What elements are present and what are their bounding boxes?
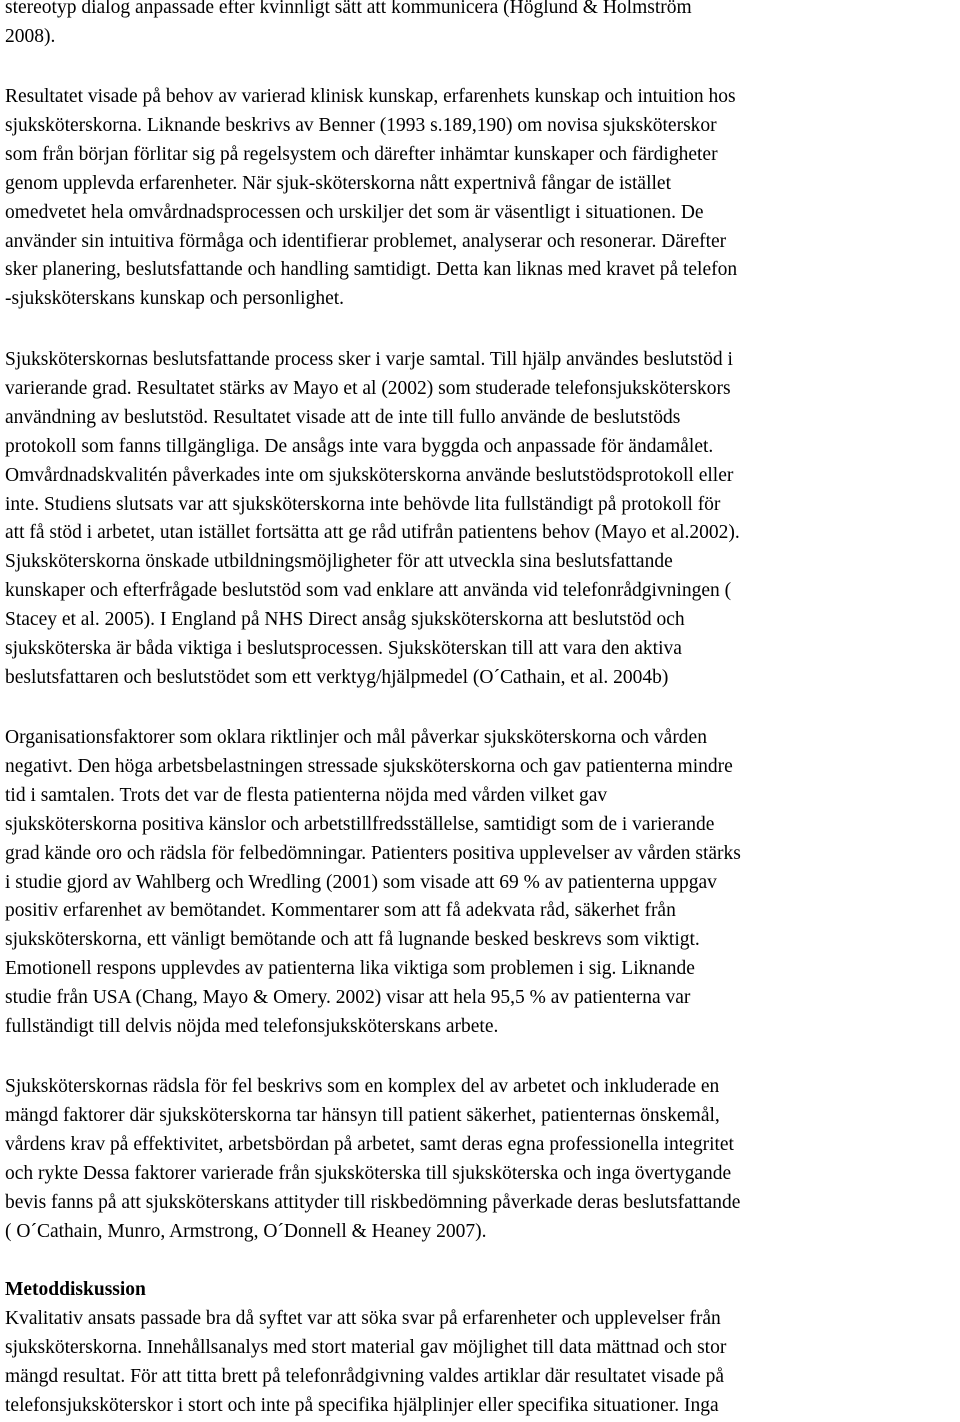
- text-line: studie från USA (Chang, Mayo & Omery. 2002) visar att hela 95,5 % av patienterna var: [5, 987, 691, 1009]
- text-line: mängd resultat. För att titta brett på telefonrådgivning valdes artiklar där resultatet visade på: [5, 1365, 725, 1387]
- text-line: beslutsfattaren och beslutstödet som ett verktyg/hjälpmedel (O´Cathain, et al. 2004b): [5, 666, 669, 688]
- text-line: telefonsjuksköterskor i stort och inte på specifika hjälplinjer eller specifika situationer. Inga: [5, 1394, 719, 1416]
- text-line: att få stöd i arbetet, utan istället fortsätta att ge råd utifrån patientens behov (Mayo et al.2002).: [5, 522, 740, 544]
- text-line: Sjuksköterskornas rädsla för fel beskrivs som en komplex del av arbetet och inkluderade en: [5, 1076, 720, 1097]
- text-line: sjuksköterska är båda viktiga i beslutsprocessen. Sjuksköterskan till att vara den aktiva: [5, 638, 682, 660]
- text-line: använder sin intuitiva förmåga och identifierar problemet, analyserar och resonerar. Därefter: [5, 230, 727, 252]
- text-line: protokoll som fanns tillgängliga. De ansågs inte vara byggda och anpassade för ändamålet.: [5, 435, 714, 457]
- text-line: Sjuksköterskornas beslutsfattande process sker i varje samtal. Till hjälp användes beslutstöd i: [5, 349, 733, 370]
- text-line: vårdens krav på effektivitet, arbetsbördan på arbetet, samt deras egna professionella integritet: [5, 1133, 734, 1155]
- text-line: sjuksköterskorna, ett vänligt bemötande och att få lugnande besked beskrevs som viktigt.: [5, 929, 700, 951]
- paragraph-organisation: [5, 724, 741, 1042]
- text-line: sjuksköterskorna positiva känslor och arbetstillfredsställelse, samtidigt som de i varierande: [5, 813, 715, 835]
- paragraph-decision: [5, 346, 740, 693]
- text-line: fullständigt till delvis nöjda med telefonsjuksköterskans arbete.: [5, 1016, 499, 1038]
- text-line: Emotionell respons upplevdes av patienterna lika viktiga som problemen i sig. Liknande: [5, 958, 695, 980]
- text-line: Omvårdnadskvalitén påverkades inte om sjuksköterskorna använde beslutstödsprotokoll eller: [5, 464, 734, 486]
- text-line: mängd faktorer där sjuksköterskorna tar hänsyn till patient säkerhet, patienternas önskemål,: [5, 1104, 720, 1126]
- text-line: Kvalitativ ansats passade bra då syftet var att söka svar på erfarenheter och upplevelser från: [5, 1308, 721, 1329]
- text-line: bevis fanns på att sjuksköterskans attityder till riskbedömning påverkade deras beslutsfattande: [5, 1191, 741, 1213]
- text-line: i studie gjord av Wahlberg och Wredling (2001) som visade att 69 % av patienterna uppgav: [5, 871, 717, 893]
- text-line: omedvetet hela omvårdnadsprocessen och urskiljer det som är väsentligt i situationen. De: [5, 201, 704, 223]
- text-line: som från början förlitar sig på regelsystem och därefter inhämtar kunskaper och färdigheter: [5, 143, 718, 165]
- text-line: tid i samtalen. Trots det var de flesta patienterna nöjda med vården vilket gav: [5, 784, 608, 806]
- text-line: 2008).: [5, 25, 56, 47]
- text-line: Sjuksköterskorna önskade utbildningsmöjligheter för att utveckla sina beslutsfattande: [5, 551, 673, 573]
- text-line: och rykte Dessa faktorer varierade från sjuksköterska till sjuksköterska och inga övertygande: [5, 1162, 732, 1184]
- paragraph-fear: [5, 1073, 740, 1246]
- text-line: kunskaper och efterfrågade beslutstöd som vad enklare att använda vid telefonrådgivningen (: [5, 580, 732, 602]
- text-line: grad kände oro och rädsla för felbedömningar. Patienters positiva upplevelser av vården stärks: [5, 842, 741, 864]
- paragraph-result: [5, 83, 737, 314]
- text-line: -sjuksköterskans kunskap och personlighet.: [5, 288, 345, 310]
- text-line: Stacey et al. 2005). I England på NHS Direct ansåg sjuksköterskorna att beslutstöd och: [5, 609, 685, 631]
- text-line: Resultatet visade på behov av varierad klinisk kunskap, erfarenhets kunskap och intuition hos: [5, 86, 736, 107]
- section-heading-method: Metoddiskussion: [5, 1279, 146, 1300]
- text-line: inte. Studiens slutsats var att sjuksköterskorna inte behövde lita fullständigt på protokoll för: [5, 493, 721, 515]
- text-line: negativt. Den höga arbetsbelastningen stressade sjuksköterskorna och gav patienterna mindre: [5, 755, 733, 777]
- text-line: sjuksköterskorna. Liknande beskrivs av Benner (1993 s.189,190) om novisa sjuksköterskor: [5, 114, 717, 136]
- text-line: genom upplevda erfarenheter. När sjuk-sköterskorna nått expertnivå fångar de istället: [5, 172, 671, 194]
- text-line: sjuksköterskorna. Innehållsanalys med stort material gav möjlighet till data mättnad och stor: [5, 1336, 727, 1358]
- text-line: Organisationsfaktorer som oklara riktlinjer och mål påverkar sjuksköterskorna och vården: [5, 727, 707, 748]
- text-line: stereotyp dialog anpassade efter kvinnligt sätt att kommunicera (Höglund & Holmström: [5, 0, 692, 18]
- paragraph-intro: [5, 0, 692, 52]
- paragraph-method: [5, 1305, 726, 1421]
- text-line: varierande grad. Resultatet stärks av Mayo et al (2002) som studerade telefonsjuksköterskors: [5, 377, 731, 399]
- text-line: användning av beslutstöd. Resultatet visade att de inte till fullo använde de beslutstöds: [5, 406, 681, 428]
- text-line: sker planering, beslutsfattande och handling samtidigt. Detta kan liknas med kravet på telefon: [5, 259, 738, 281]
- text-line: positiv erfarenhet av bemötandet. Kommentarer som att få adekvata råd, säkerhet från: [5, 900, 676, 922]
- text-line: ( O´Cathain, Munro, Armstrong, O´Donnell & Heaney 2007).: [5, 1220, 487, 1242]
